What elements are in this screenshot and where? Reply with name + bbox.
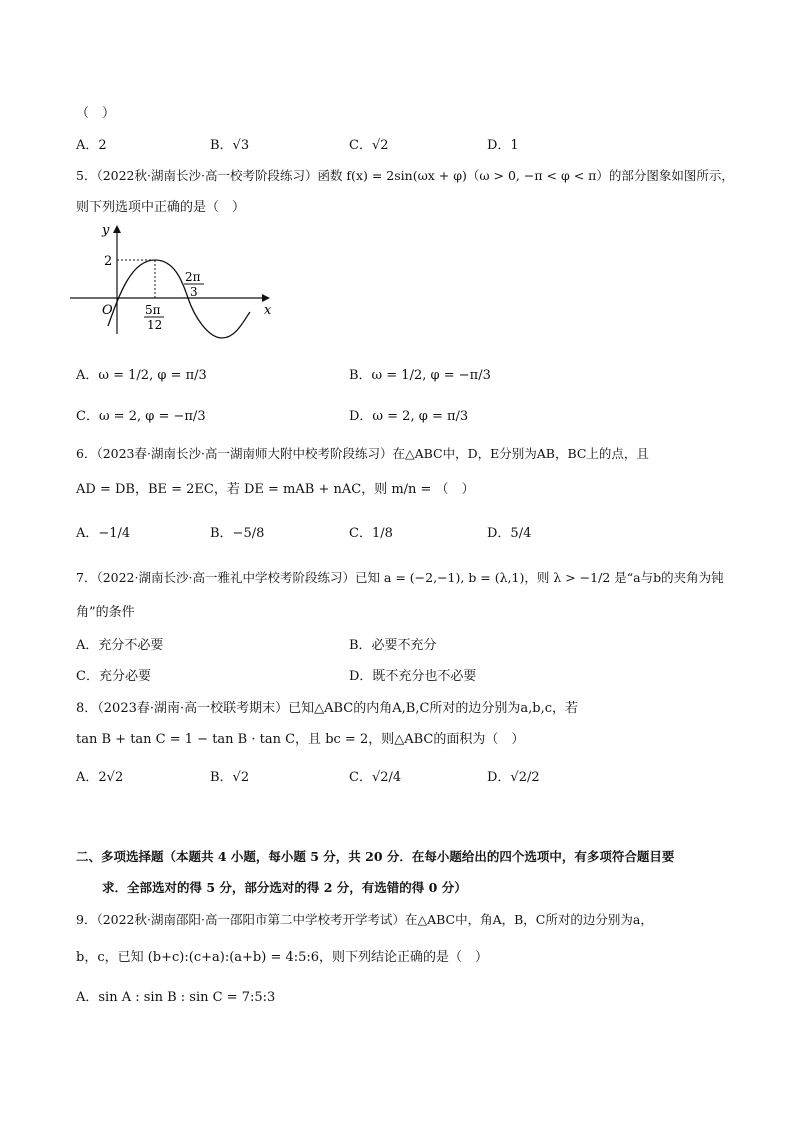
q7-option-b[interactable]: B．必要不充分 bbox=[349, 638, 437, 653]
max-value-label: 2 bbox=[104, 254, 113, 269]
q6-stem-line2: AD = DB，BE = 2EC，若 DE = mAB + nAC，则 m/n = （ ） bbox=[76, 482, 475, 497]
q4-option-c[interactable]: C．√2 bbox=[349, 138, 389, 153]
sine-curve bbox=[108, 260, 250, 338]
q4-option-b[interactable]: B．√3 bbox=[210, 138, 250, 153]
q5-stem-line1: 5．（2022秋·湖南长沙·高一校考阶段练习）函数 f(x) = 2sin(ωx + φ)（ω > 0, −π < φ < π）的部分图象如图所示， bbox=[76, 168, 734, 183]
section-2-heading-line1: 二、多项选择题（本题共 4 小题，每小题 5 分，共 20 分．在每小题给出的四个选项中，有多项符合题目要 bbox=[76, 849, 675, 864]
y-axis-arrow-icon bbox=[113, 225, 121, 233]
tick-2pi-num: 2π bbox=[185, 270, 201, 284]
q5-option-b[interactable]: B．ω = 1/2, φ = −π/3 bbox=[349, 368, 491, 383]
tick-5pi-den: 12 bbox=[147, 318, 163, 332]
x-axis-label: x bbox=[264, 303, 272, 318]
q8-option-b[interactable]: B．√2 bbox=[210, 770, 250, 785]
q7-option-d[interactable]: D．既不充分也不必要 bbox=[349, 669, 477, 684]
q8-stem-line2: tan B + tan C = 1 − tan B · tan C，且 bc = 2，则△ABC的面积为（ ） bbox=[76, 732, 525, 747]
q6-option-a[interactable]: A．−1/4 bbox=[76, 526, 131, 541]
q5-option-c[interactable]: C．ω = 2, φ = −π/3 bbox=[76, 409, 206, 424]
q9-stem-line2: b，c，已知 (b+c):(c+a):(a+b) = 4:5:6，则下列结论正确的是（ ） bbox=[76, 950, 489, 965]
q7-option-c[interactable]: C．充分必要 bbox=[76, 669, 151, 684]
q5-option-a[interactable]: A．ω = 1/2, φ = π/3 bbox=[76, 368, 207, 383]
q8-stem-line1: 8．（2023春·湖南·高一校联考期末）已知△ABC的内角A,B,C所对的边分别为a,b,c，若 bbox=[76, 701, 579, 716]
q5-sine-graph bbox=[70, 222, 280, 344]
q4-option-d[interactable]: D．1 bbox=[487, 138, 519, 153]
q8-option-d[interactable]: D．√2/2 bbox=[487, 770, 540, 785]
q8-option-c[interactable]: C．√2/4 bbox=[349, 770, 402, 785]
q7-stem-line2: 角”的条件 bbox=[76, 605, 135, 620]
q7-stem-line1: 7．（2022·湖南长沙·高一雅礼中学校考阶段练习）已知 a = (−2,−1), b = (λ,1)，则 λ > −1/2 是“a与b的夹角为钝 bbox=[76, 570, 724, 585]
q9-option-a[interactable]: A．sin A : sin B : sin C = 7:5:3 bbox=[76, 990, 276, 1005]
q6-option-b[interactable]: B．−5/8 bbox=[210, 526, 265, 541]
q5-option-d[interactable]: D．ω = 2, φ = π/3 bbox=[349, 409, 469, 424]
q4-option-a[interactable]: A．2 bbox=[76, 138, 107, 153]
q7-option-a[interactable]: A．充分不必要 bbox=[76, 638, 164, 653]
y-axis-label: y bbox=[102, 223, 110, 238]
q5-stem-line2: 则下列选项中正确的是（ ） bbox=[76, 200, 246, 215]
q6-option-d[interactable]: D．5/4 bbox=[487, 526, 532, 541]
tick-2pi-den: 3 bbox=[190, 285, 198, 299]
q6-option-c[interactable]: C．1/8 bbox=[349, 526, 393, 541]
q9-stem-line1: 9．（2022秋·湖南邵阳·高一邵阳市第二中学校考开学考试）在△ABC中，角A，B，C所对的边分别为a， bbox=[76, 912, 653, 927]
section-2-heading-line2: 求．全部选对的得 5 分，部分选对的得 2 分，有选错的得 0 分） bbox=[102, 880, 467, 895]
q8-option-a[interactable]: A．2√2 bbox=[76, 770, 124, 785]
tick-5pi-num: 5π bbox=[145, 303, 161, 317]
origin-label: O bbox=[102, 303, 113, 318]
q4-blank: （ ） bbox=[76, 106, 116, 121]
q6-stem-line1: 6．（2023春·湖南长沙·高一湖南师大附中校考阶段练习）在△ABC中，D，E分别为AB，BC上的点，且 bbox=[76, 446, 649, 461]
x-axis-arrow-icon bbox=[262, 294, 270, 302]
